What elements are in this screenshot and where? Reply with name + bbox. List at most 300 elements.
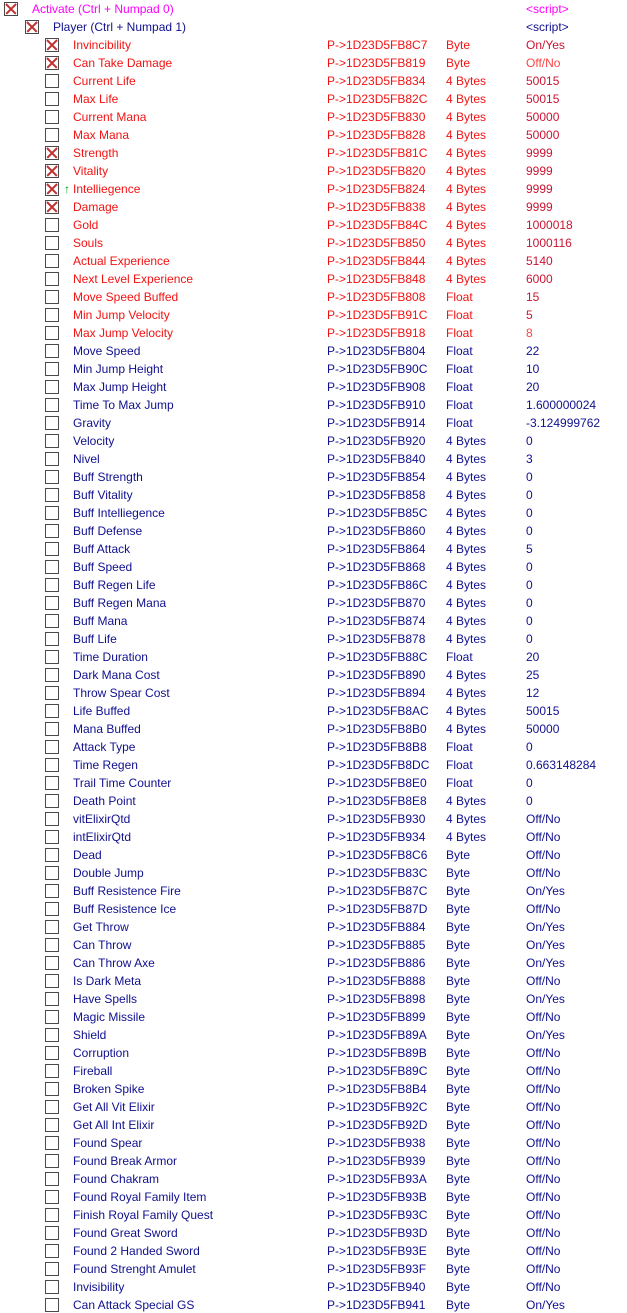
freeze-checkbox[interactable] xyxy=(45,650,59,664)
entry-value[interactable]: 20 xyxy=(526,650,540,664)
entry-value[interactable]: 0 xyxy=(526,524,533,538)
entry-description[interactable]: Move Speed Buffed xyxy=(73,290,179,304)
entry-description[interactable]: Buff Life xyxy=(73,632,117,646)
entry-address[interactable]: P->1D23D5FB89B xyxy=(327,1046,427,1060)
cheat-table-row[interactable] xyxy=(0,1134,627,1152)
cheat-table-row[interactable] xyxy=(0,324,627,342)
entry-type[interactable]: 4 Bytes xyxy=(446,74,487,88)
entry-address[interactable]: P->1D23D5FB81C xyxy=(327,146,428,160)
entry-value[interactable]: 8 xyxy=(526,326,533,340)
entry-address[interactable]: P->1D23D5FB888 xyxy=(327,974,426,988)
entry-value[interactable]: Off/No xyxy=(526,1280,561,1294)
entry-value[interactable]: 5140 xyxy=(526,254,553,268)
entry-description[interactable]: Current Mana xyxy=(73,110,147,124)
entry-value[interactable]: 50000 xyxy=(526,128,560,142)
entry-value[interactable]: 0.663148284 xyxy=(526,758,597,772)
freeze-checkbox[interactable] xyxy=(45,1064,59,1078)
cheat-table-row[interactable] xyxy=(0,846,627,864)
cheat-table-row[interactable] xyxy=(0,810,627,828)
freeze-checkbox[interactable] xyxy=(45,974,59,988)
freeze-checkbox[interactable] xyxy=(45,1154,59,1168)
entry-type[interactable]: 4 Bytes xyxy=(446,578,487,592)
cheat-table-row[interactable] xyxy=(0,792,627,810)
cheat-table-row[interactable] xyxy=(0,900,627,918)
freeze-checkbox[interactable] xyxy=(45,1136,59,1150)
cheat-table-row[interactable] xyxy=(0,486,627,504)
cheat-table-row[interactable] xyxy=(0,144,627,162)
freeze-checkbox[interactable] xyxy=(45,488,59,502)
entry-type[interactable]: 4 Bytes xyxy=(446,812,487,826)
entry-value[interactable]: Off/No xyxy=(526,1172,561,1186)
freeze-checkbox[interactable] xyxy=(45,272,59,286)
entry-type[interactable]: 4 Bytes xyxy=(446,488,487,502)
freeze-checkbox[interactable] xyxy=(45,290,59,304)
entry-description[interactable]: Is Dark Meta xyxy=(73,974,142,988)
entry-description[interactable]: Gold xyxy=(73,218,99,232)
entry-value[interactable]: 0 xyxy=(526,614,533,628)
entry-value[interactable]: 0 xyxy=(526,506,533,520)
entry-type[interactable]: Float xyxy=(446,758,473,772)
entry-description[interactable]: Found Break Armor xyxy=(73,1154,178,1168)
freeze-checkbox[interactable] xyxy=(45,1280,59,1294)
entry-description[interactable]: Get All Vit Elixir xyxy=(73,1100,155,1114)
entry-description[interactable]: Dark Mana Cost xyxy=(73,668,160,682)
entry-value[interactable]: Off/No xyxy=(526,1100,561,1114)
cheat-table-row[interactable] xyxy=(0,1242,627,1260)
entry-value[interactable]: Off/No xyxy=(526,1226,561,1240)
entry-type[interactable]: 4 Bytes xyxy=(446,596,487,610)
entry-description[interactable]: Activate (Ctrl + Numpad 0) xyxy=(32,2,174,16)
entry-type[interactable]: Byte xyxy=(446,866,471,880)
entry-value[interactable]: Off/No xyxy=(526,1154,561,1168)
entry-type[interactable]: Byte xyxy=(446,1064,471,1078)
freeze-checkbox[interactable] xyxy=(45,794,59,808)
entry-value[interactable]: 50015 xyxy=(526,92,560,106)
freeze-checkbox[interactable] xyxy=(45,1208,59,1222)
entry-value[interactable]: Off/No xyxy=(526,866,561,880)
entry-description[interactable]: Trail Time Counter xyxy=(73,776,172,790)
entry-value[interactable]: Off/No xyxy=(526,56,561,70)
entry-address[interactable]: P->1D23D5FB908 xyxy=(327,380,426,394)
entry-type[interactable]: Byte xyxy=(446,974,471,988)
entry-type[interactable]: Byte xyxy=(446,884,471,898)
cheat-table-row[interactable] xyxy=(0,972,627,990)
freeze-checkbox[interactable] xyxy=(45,740,59,754)
entry-address[interactable]: P->1D23D5FB868 xyxy=(327,560,426,574)
cheat-table-row[interactable] xyxy=(0,1152,627,1170)
cheat-table-row[interactable] xyxy=(0,504,627,522)
entry-description[interactable]: Max Jump Height xyxy=(73,380,167,394)
cheat-table-row[interactable] xyxy=(0,540,627,558)
entry-type[interactable]: Byte xyxy=(446,1226,471,1240)
entry-value[interactable]: Off/No xyxy=(526,1064,561,1078)
entry-address[interactable]: P->1D23D5FB830 xyxy=(327,110,426,124)
entry-description[interactable]: Time Regen xyxy=(73,758,138,772)
entry-description[interactable]: Get Throw xyxy=(73,920,129,934)
cheat-table-row[interactable] xyxy=(0,360,627,378)
entry-description[interactable]: Death Point xyxy=(73,794,136,808)
freeze-checkbox[interactable] xyxy=(45,1118,59,1132)
cheat-table-row[interactable] xyxy=(0,1278,627,1296)
cheat-table-row[interactable] xyxy=(0,0,627,18)
freeze-checkbox[interactable] xyxy=(45,398,59,412)
entry-address[interactable]: P->1D23D5FB894 xyxy=(327,686,426,700)
cheat-table-row[interactable] xyxy=(0,828,627,846)
entry-description[interactable]: Found Great Sword xyxy=(73,1226,178,1240)
freeze-checkbox[interactable] xyxy=(45,596,59,610)
freeze-checkbox[interactable] xyxy=(45,1244,59,1258)
entry-address[interactable]: P->1D23D5FB820 xyxy=(327,164,426,178)
entry-description[interactable]: Mana Buffed xyxy=(73,722,141,736)
entry-type[interactable]: Byte xyxy=(446,1118,471,1132)
entry-type[interactable]: Float xyxy=(446,326,473,340)
cheat-table-row[interactable] xyxy=(0,126,627,144)
cheat-table-row[interactable] xyxy=(0,306,627,324)
entry-value[interactable]: Off/No xyxy=(526,830,561,844)
entry-description[interactable]: Min Jump Velocity xyxy=(73,308,170,322)
entry-value[interactable]: On/Yes xyxy=(526,956,565,970)
cheat-table-row[interactable] xyxy=(0,432,627,450)
freeze-checkbox[interactable] xyxy=(45,938,59,952)
freeze-checkbox[interactable] xyxy=(45,704,59,718)
entry-type[interactable]: Byte xyxy=(446,56,471,70)
entry-address[interactable]: P->1D23D5FB940 xyxy=(327,1280,426,1294)
entry-address[interactable]: P->1D23D5FB89A xyxy=(327,1028,427,1042)
entry-address[interactable]: P->1D23D5FB848 xyxy=(327,272,426,286)
entry-description[interactable]: Finish Royal Family Quest xyxy=(73,1208,214,1222)
entry-type[interactable]: Byte xyxy=(446,1136,471,1150)
entry-address[interactable]: P->1D23D5FB93D xyxy=(327,1226,428,1240)
entry-address[interactable]: P->1D23D5FB87D xyxy=(327,902,428,916)
entry-type[interactable]: 4 Bytes xyxy=(446,164,487,178)
entry-description[interactable]: Intelliegence xyxy=(73,182,141,196)
cheat-table-row[interactable] xyxy=(0,1206,627,1224)
entry-address[interactable]: P->1D23D5FB8C7 xyxy=(327,38,428,52)
entry-value[interactable]: 0 xyxy=(526,470,533,484)
entry-value[interactable]: 0 xyxy=(526,596,533,610)
freeze-checkbox[interactable] xyxy=(45,758,59,772)
entry-type[interactable]: 4 Bytes xyxy=(446,110,487,124)
cheat-table-row[interactable] xyxy=(0,666,627,684)
freeze-checkbox[interactable] xyxy=(45,920,59,934)
entry-type[interactable]: 4 Bytes xyxy=(446,794,487,808)
entry-address[interactable]: P->1D23D5FB898 xyxy=(327,992,426,1006)
freeze-checkbox[interactable] xyxy=(45,686,59,700)
entry-value[interactable]: 3 xyxy=(526,452,533,466)
entry-address[interactable]: P->1D23D5FB885 xyxy=(327,938,426,952)
entry-type[interactable]: 4 Bytes xyxy=(446,560,487,574)
cheat-table-row[interactable] xyxy=(0,378,627,396)
cheat-table-row[interactable] xyxy=(0,576,627,594)
entry-address[interactable]: P->1D23D5FB864 xyxy=(327,542,426,556)
entry-type[interactable]: Byte xyxy=(446,1298,471,1312)
cheat-table-row[interactable] xyxy=(0,1116,627,1134)
entry-address[interactable]: P->1D23D5FB82C xyxy=(327,92,428,106)
cheat-table-row[interactable] xyxy=(0,234,627,252)
entry-value[interactable]: Off/No xyxy=(526,1262,561,1276)
entry-description[interactable]: Throw Spear Cost xyxy=(73,686,170,700)
entry-description[interactable]: Can Throw Axe xyxy=(73,956,155,970)
entry-type[interactable]: 4 Bytes xyxy=(446,92,487,106)
entry-value[interactable]: Off/No xyxy=(526,1010,561,1024)
entry-value[interactable]: 25 xyxy=(526,668,540,682)
entry-description[interactable]: Vitality xyxy=(73,164,109,178)
entry-value[interactable]: 1.600000024 xyxy=(526,398,597,412)
entry-type[interactable]: Byte xyxy=(446,920,471,934)
entry-value[interactable]: Off/No xyxy=(526,902,561,916)
entry-address[interactable]: P->1D23D5FB8C6 xyxy=(327,848,428,862)
entry-type[interactable]: Byte xyxy=(446,1028,471,1042)
entry-value[interactable]: 9999 xyxy=(526,164,553,178)
entry-value[interactable]: 12 xyxy=(526,686,540,700)
entry-value[interactable]: 50015 xyxy=(526,74,560,88)
entry-type[interactable]: Float xyxy=(446,380,473,394)
freeze-checkbox[interactable] xyxy=(45,92,59,106)
cheat-table-row[interactable] xyxy=(0,864,627,882)
freeze-checkbox[interactable] xyxy=(45,110,59,124)
entry-type[interactable]: 4 Bytes xyxy=(446,704,487,718)
entry-address[interactable]: P->1D23D5FB834 xyxy=(327,74,426,88)
freeze-checkbox[interactable] xyxy=(45,254,59,268)
entry-address[interactable]: P->1D23D5FB930 xyxy=(327,812,426,826)
entry-type[interactable]: Byte xyxy=(446,1082,471,1096)
entry-type[interactable]: Float xyxy=(446,650,473,664)
entry-description[interactable]: Buff Resistence Fire xyxy=(73,884,181,898)
entry-description[interactable]: Time To Max Jump xyxy=(73,398,174,412)
entry-description[interactable]: Gravity xyxy=(73,416,112,430)
cheat-table-row[interactable] xyxy=(0,1296,627,1313)
entry-description[interactable]: Max Life xyxy=(73,92,119,106)
entry-address[interactable]: P->1D23D5FB840 xyxy=(327,452,426,466)
entry-description[interactable]: Damage xyxy=(73,200,119,214)
cheat-table-row[interactable] xyxy=(0,738,627,756)
cheat-table-row[interactable] xyxy=(0,198,627,216)
entry-description[interactable]: Invincibility xyxy=(73,38,132,52)
entry-description[interactable]: Buff Intelliegence xyxy=(73,506,165,520)
freeze-checkbox[interactable] xyxy=(45,1298,59,1312)
cheat-table-row[interactable] xyxy=(0,954,627,972)
cheat-table-row[interactable] xyxy=(0,414,627,432)
freeze-checkbox[interactable] xyxy=(45,416,59,430)
entry-address[interactable]: P->1D23D5FB819 xyxy=(327,56,426,70)
entry-description[interactable]: Buff Strength xyxy=(73,470,143,484)
entry-value[interactable]: <script> xyxy=(526,20,569,34)
freeze-checkbox[interactable] xyxy=(45,956,59,970)
freeze-checkbox[interactable] xyxy=(45,902,59,916)
entry-description[interactable]: Time Duration xyxy=(73,650,148,664)
entry-value[interactable]: Off/No xyxy=(526,1208,561,1222)
entry-type[interactable]: 4 Bytes xyxy=(446,434,487,448)
entry-value[interactable]: 0 xyxy=(526,434,533,448)
entry-address[interactable]: P->1D23D5FB8B4 xyxy=(327,1082,427,1096)
entry-type[interactable]: 4 Bytes xyxy=(446,470,487,484)
entry-description[interactable]: Get All Int Elixir xyxy=(73,1118,155,1132)
cheat-table-row[interactable] xyxy=(0,990,627,1008)
cheat-table-row[interactable] xyxy=(0,756,627,774)
entry-description[interactable]: Attack Type xyxy=(73,740,136,754)
entry-address[interactable]: P->1D23D5FB941 xyxy=(327,1298,426,1312)
entry-description[interactable]: Move Speed xyxy=(73,344,141,358)
entry-value[interactable]: 5 xyxy=(526,308,533,322)
entry-address[interactable]: P->1D23D5FB88C xyxy=(327,650,428,664)
freeze-checkbox[interactable] xyxy=(45,578,59,592)
freeze-checkbox[interactable] xyxy=(45,344,59,358)
freeze-checkbox[interactable] xyxy=(45,866,59,880)
freeze-checkbox[interactable] xyxy=(45,812,59,826)
entry-address[interactable]: P->1D23D5FB884 xyxy=(327,920,426,934)
entry-description[interactable]: Found Royal Family Item xyxy=(73,1190,207,1204)
entry-type[interactable]: 4 Bytes xyxy=(446,254,487,268)
entry-type[interactable]: Byte xyxy=(446,848,471,862)
freeze-checkbox[interactable] xyxy=(45,380,59,394)
entry-type[interactable]: 4 Bytes xyxy=(446,128,487,142)
cheat-table-row[interactable] xyxy=(0,720,627,738)
entry-value[interactable]: 0 xyxy=(526,560,533,574)
freeze-checkbox[interactable] xyxy=(45,542,59,556)
cheat-table-row[interactable] xyxy=(0,630,627,648)
cheat-table-row[interactable] xyxy=(0,1062,627,1080)
cheat-table-row[interactable] xyxy=(0,288,627,306)
entry-address[interactable]: P->1D23D5FB878 xyxy=(327,632,426,646)
entry-description[interactable]: Strength xyxy=(73,146,119,160)
entry-address[interactable]: P->1D23D5FB918 xyxy=(327,326,426,340)
entry-value[interactable]: 50000 xyxy=(526,722,560,736)
entry-value[interactable]: Off/No xyxy=(526,1244,561,1258)
entry-description[interactable]: Can Attack Special GS xyxy=(73,1298,195,1312)
entry-type[interactable]: Byte xyxy=(446,902,471,916)
entry-description[interactable]: Found Chakram xyxy=(73,1172,160,1186)
entry-value[interactable]: -3.124999762 xyxy=(526,416,601,430)
entry-value[interactable]: 0 xyxy=(526,632,533,646)
entry-value[interactable]: 9999 xyxy=(526,146,553,160)
entry-type[interactable]: Byte xyxy=(446,1172,471,1186)
entry-type[interactable]: Byte xyxy=(446,992,471,1006)
entry-address[interactable]: P->1D23D5FB828 xyxy=(327,128,426,142)
cheat-table-row[interactable] xyxy=(0,468,627,486)
freeze-checkbox[interactable] xyxy=(45,506,59,520)
cheat-table-row[interactable] xyxy=(0,54,627,72)
entry-address[interactable]: P->1D23D5FB8B0 xyxy=(327,722,427,736)
entry-type[interactable]: Float xyxy=(446,416,473,430)
entry-description[interactable]: intElixirQtd xyxy=(73,830,132,844)
cheat-table-row[interactable] xyxy=(0,1026,627,1044)
entry-value[interactable]: 9999 xyxy=(526,200,553,214)
entry-address[interactable]: P->1D23D5FB8E0 xyxy=(327,776,427,790)
cheat-table-row[interactable] xyxy=(0,1170,627,1188)
entry-address[interactable]: P->1D23D5FB89C xyxy=(327,1064,428,1078)
freeze-checkbox[interactable] xyxy=(45,668,59,682)
entry-type[interactable]: Byte xyxy=(446,1046,471,1060)
cheat-table-row[interactable] xyxy=(0,180,627,198)
entry-type[interactable]: 4 Bytes xyxy=(446,830,487,844)
entry-value[interactable]: Off/No xyxy=(526,812,561,826)
entry-type[interactable]: 4 Bytes xyxy=(446,506,487,520)
entry-value[interactable]: Off/No xyxy=(526,848,561,862)
cheat-table-row[interactable] xyxy=(0,18,627,36)
cheat-table-row[interactable] xyxy=(0,1224,627,1242)
entry-type[interactable]: Float xyxy=(446,290,473,304)
entry-description[interactable]: vitElixirQtd xyxy=(73,812,131,826)
entry-value[interactable]: 0 xyxy=(526,740,533,754)
entry-address[interactable]: P->1D23D5FB91C xyxy=(327,308,428,322)
entry-address[interactable]: P->1D23D5FB87C xyxy=(327,884,428,898)
cheat-table-row[interactable] xyxy=(0,270,627,288)
freeze-checkbox[interactable] xyxy=(45,722,59,736)
cheat-table-row[interactable] xyxy=(0,1044,627,1062)
entry-type[interactable]: 4 Bytes xyxy=(446,452,487,466)
cheat-table-row[interactable] xyxy=(0,1008,627,1026)
entry-address[interactable]: P->1D23D5FB920 xyxy=(327,434,426,448)
cheat-table-row[interactable] xyxy=(0,936,627,954)
entry-value[interactable]: On/Yes xyxy=(526,884,565,898)
entry-type[interactable]: Float xyxy=(446,776,473,790)
entry-value[interactable]: Off/No xyxy=(526,1118,561,1132)
entry-description[interactable]: Found 2 Handed Sword xyxy=(73,1244,200,1258)
entry-value[interactable]: Off/No xyxy=(526,1082,561,1096)
entry-type[interactable]: 4 Bytes xyxy=(446,722,487,736)
entry-description[interactable]: Buff Vitality xyxy=(73,488,133,502)
entry-address[interactable]: P->1D23D5FB870 xyxy=(327,596,426,610)
entry-type[interactable]: Float xyxy=(446,398,473,412)
entry-value[interactable]: 9999 xyxy=(526,182,553,196)
cheat-table-row[interactable] xyxy=(0,1080,627,1098)
cheat-table-row[interactable] xyxy=(0,162,627,180)
entry-description[interactable]: Can Throw xyxy=(73,938,132,952)
cheat-table-row[interactable] xyxy=(0,558,627,576)
entry-type[interactable]: Byte xyxy=(446,38,471,52)
entry-address[interactable]: P->1D23D5FB860 xyxy=(327,524,426,538)
entry-description[interactable]: Buff Regen Life xyxy=(73,578,156,592)
freeze-checkbox[interactable] xyxy=(45,1010,59,1024)
freeze-checkbox[interactable] xyxy=(45,1100,59,1114)
freeze-checkbox[interactable] xyxy=(45,1028,59,1042)
entry-address[interactable]: P->1D23D5FB914 xyxy=(327,416,426,430)
entry-description[interactable]: Can Take Damage xyxy=(73,56,173,70)
entry-address[interactable]: P->1D23D5FB844 xyxy=(327,254,426,268)
entry-address[interactable]: P->1D23D5FB938 xyxy=(327,1136,426,1150)
cheat-table-row[interactable] xyxy=(0,774,627,792)
freeze-checkbox[interactable] xyxy=(45,218,59,232)
freeze-checkbox[interactable] xyxy=(45,434,59,448)
cheat-table-row[interactable] xyxy=(0,450,627,468)
cheat-table-row[interactable] xyxy=(0,522,627,540)
freeze-checkbox[interactable] xyxy=(45,236,59,250)
cheat-table-row[interactable] xyxy=(0,594,627,612)
entry-description[interactable]: Found Spear xyxy=(73,1136,143,1150)
entry-address[interactable]: P->1D23D5FB84C xyxy=(327,218,428,232)
cheat-table-row[interactable] xyxy=(0,684,627,702)
entry-type[interactable]: Float xyxy=(446,362,473,376)
cheat-table-row[interactable] xyxy=(0,396,627,414)
entry-value[interactable]: Off/No xyxy=(526,1190,561,1204)
entry-description[interactable]: Have Spells xyxy=(73,992,138,1006)
entry-address[interactable]: P->1D23D5FB85C xyxy=(327,506,428,520)
cheat-table-row[interactable] xyxy=(0,72,627,90)
entry-value[interactable]: 5 xyxy=(526,542,533,556)
cheat-table-row[interactable] xyxy=(0,252,627,270)
entry-description[interactable]: Magic Missile xyxy=(73,1010,146,1024)
freeze-checkbox[interactable] xyxy=(45,200,59,214)
entry-description[interactable]: Buff Speed xyxy=(73,560,133,574)
entry-description[interactable]: Actual Experience xyxy=(73,254,170,268)
entry-type[interactable]: Byte xyxy=(446,1010,471,1024)
entry-value[interactable]: 1000116 xyxy=(526,236,572,250)
freeze-checkbox[interactable] xyxy=(45,38,59,52)
freeze-checkbox[interactable] xyxy=(45,308,59,322)
entry-value[interactable]: On/Yes xyxy=(526,920,565,934)
entry-description[interactable]: Buff Regen Mana xyxy=(73,596,167,610)
entry-type[interactable]: 4 Bytes xyxy=(446,182,487,196)
